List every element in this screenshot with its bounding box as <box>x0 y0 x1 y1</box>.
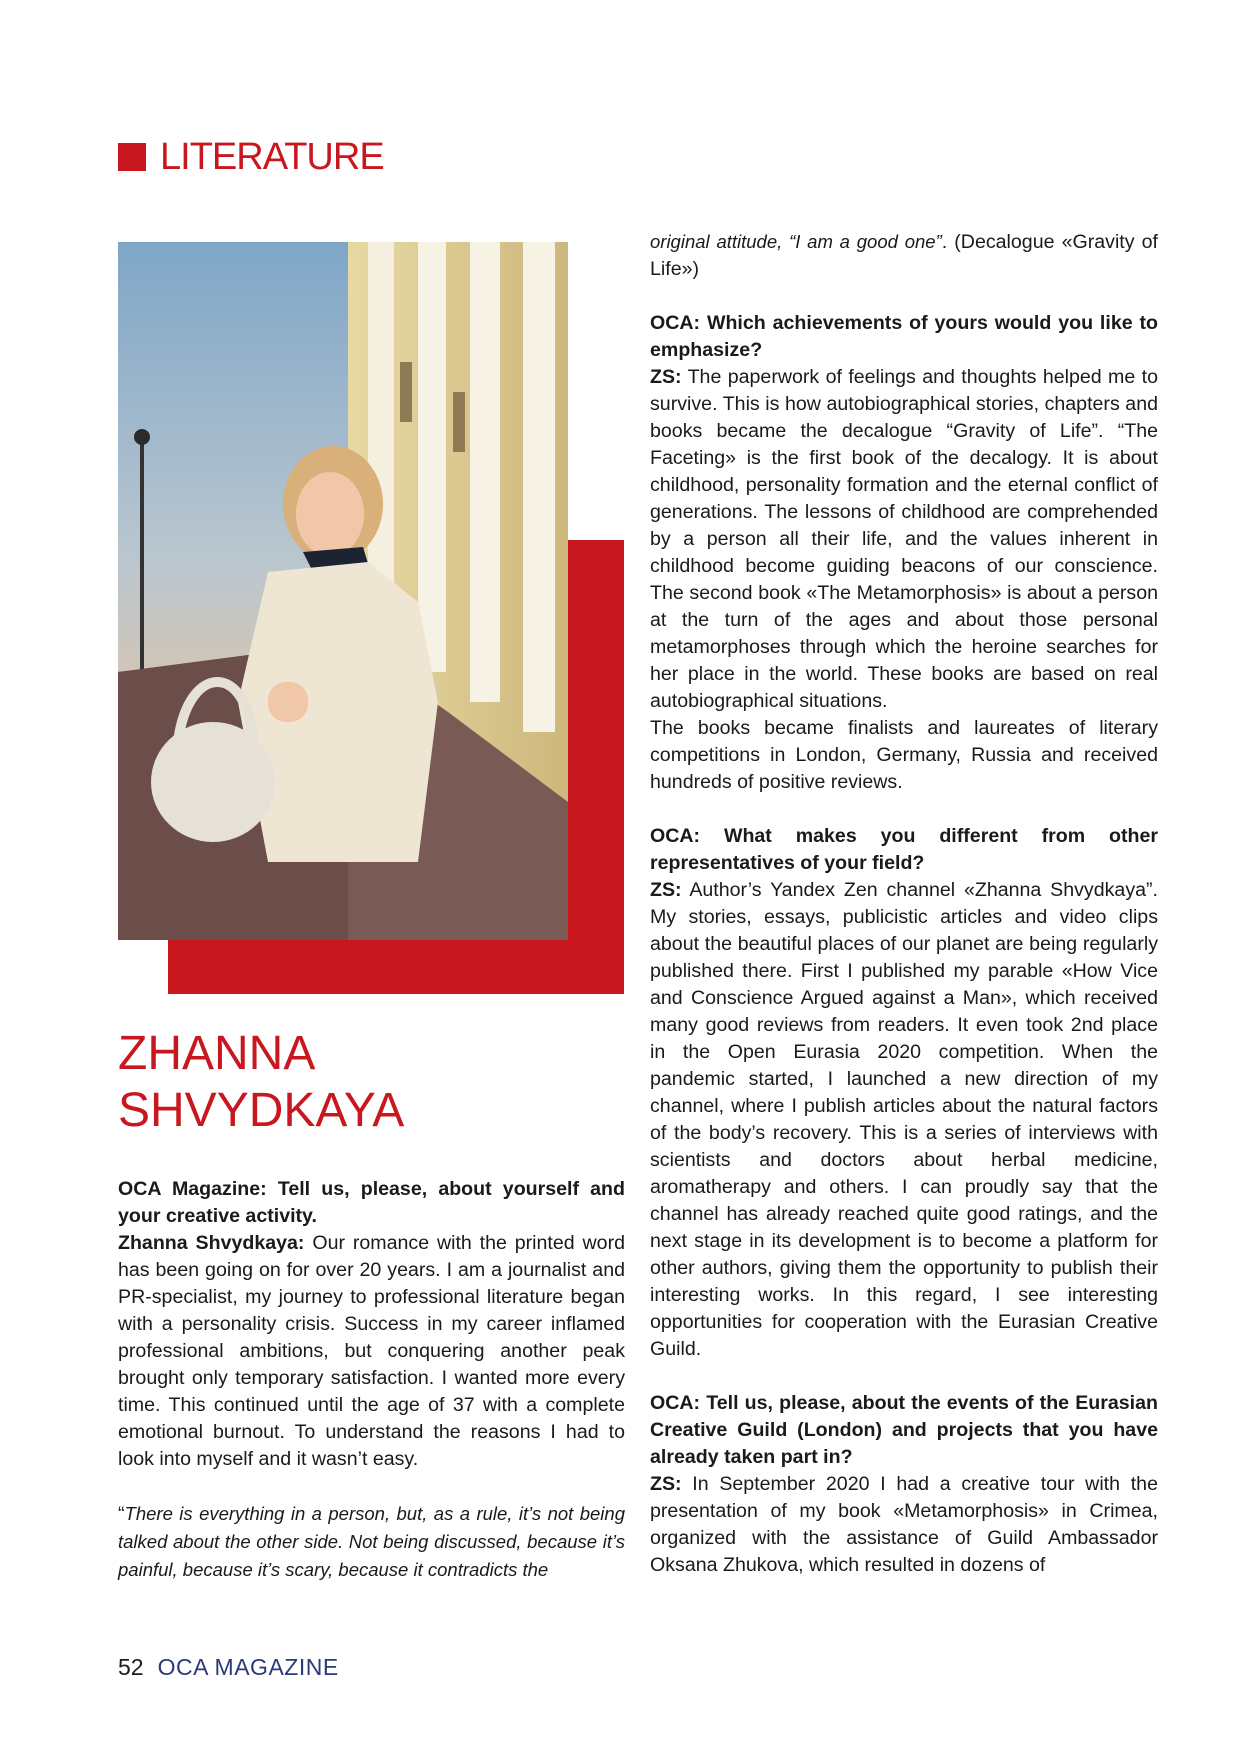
quote-end-italic: original attitude, “I am a good one” <box>650 231 942 252</box>
answer-4-text: In September 2020 I had a creative tour with the presentation of my book «Metamorphosis» in Crimea, organized with the assistance of Guild Ambassador Oksana Zhukova, which resulted in dozens of <box>650 1473 1158 1576</box>
quote-open: “ <box>118 1503 125 1525</box>
author-name-line2: SHVYDKAYA <box>118 1084 405 1137</box>
answer-2-lead: ZS: <box>650 366 682 388</box>
section-title: LITERATURE <box>160 136 384 178</box>
answer-3-lead: ZS: <box>650 879 682 901</box>
answer-1-text: Our romance with the printed word has been going on for over 20 years. I am a journalist and PR-specialist, my journey to professional literature began with a personality crisis. Success in my career inflamed professional ambitions, but conquering another peak brought only temporary satisfaction. I wanted more every time. This continued until the age of 37 with a complete emotional burnout. To understand the reasons I had to look into myself and it wasn’t easy. <box>118 1232 626 1470</box>
answer-3-text: Author’s Yandex Zen channel «Zhanna Shvydkaya”. My stories, essays, publicistic articles and video clips about the beautiful places of our planet are being regularly published there. First I published my parable «How Vice and Conscience Argued against a Man», which received many good reviews from readers. It even took 2nd place in the Open Eurasia 2020 competition. When the pandemic started, I launched a new direction of my channel, where I publish articles about the natural factors of the body’s recovery. This is a series of interviews with scientists and doctors about herbal medicine, aromatherapy and others. I can proudly say that the channel has already reached quite good ratings, and the next stage in its development is to become a platform for other authors, giving them the opportunity to publish their interesting works. In this regard, I see interesting opportunities for cooperation with the Eurasian Creative Guild. <box>650 879 1158 1360</box>
answer-2-continued: The books became finalists and laureates of literary competitions in London, Germany, Russia and received hundreds of positive reviews. <box>650 717 1158 793</box>
answer-2-text: The paperwork of feelings and thoughts helped me to survive. This is how autobiographical stories, chapters and books became the decalogue “Gravity of Life”. “The Faceting» is the first book of the decalogy. It is about childhood, personality formation and the eternal conflict of generations. The lessons of childhood are comprehended by a person all their life, and the values inherent in childhood become guiding beacons of our conscience. The second book «The Metamorphosis» is about a person at the turn of the ages and about those personal metamorphoses through which the heroine searches for her place in the world. These books are based on real autobiographical situations. <box>650 366 1158 712</box>
quote <box>118 1500 625 1584</box>
page-number: 52 <box>118 1654 144 1680</box>
quote-end <box>650 228 1158 283</box>
answer-3 <box>650 877 1158 1363</box>
question-1: OCA Magazine: Tell us, please, about yourself and your creative activity. <box>118 1178 625 1227</box>
left-column <box>118 1176 625 1584</box>
red-frame-horizontal <box>168 940 624 994</box>
answer-4 <box>650 1471 1158 1579</box>
quote-end-plain: . (Decalogue «Gravity of Life») <box>650 231 1158 280</box>
answer-4-lead: ZS: <box>650 1473 682 1495</box>
page-footer <box>118 1654 339 1681</box>
section-header <box>118 138 384 176</box>
magazine-name: OCA MAGAZINE <box>157 1654 339 1680</box>
author-photo <box>118 242 568 940</box>
right-column <box>650 228 1158 1579</box>
answer-2 <box>650 364 1158 715</box>
section-square-icon <box>118 143 146 171</box>
question-3: OCA: What makes you different from other representatives of your field? <box>650 825 1158 874</box>
answer-1-lead: Zhanna Shvydkaya: <box>118 1232 305 1254</box>
author-name <box>118 1025 404 1139</box>
question-4: OCA: Tell us, please, about the events of the Eurasian Creative Guild (London) and projects that you have already taken part in? <box>650 1392 1158 1468</box>
answer-1 <box>118 1230 625 1473</box>
quote-text: There is everything in a person, but, as a rule, it’s not being talked about the other side. Not being discussed, because it’s painful, because it’s scary, because it contradicts the <box>118 1503 625 1580</box>
question-2: OCA: Which achievements of yours would you like to emphasize? <box>650 312 1158 361</box>
red-frame-vertical <box>568 540 624 994</box>
author-name-line1: ZHANNA <box>118 1027 316 1080</box>
